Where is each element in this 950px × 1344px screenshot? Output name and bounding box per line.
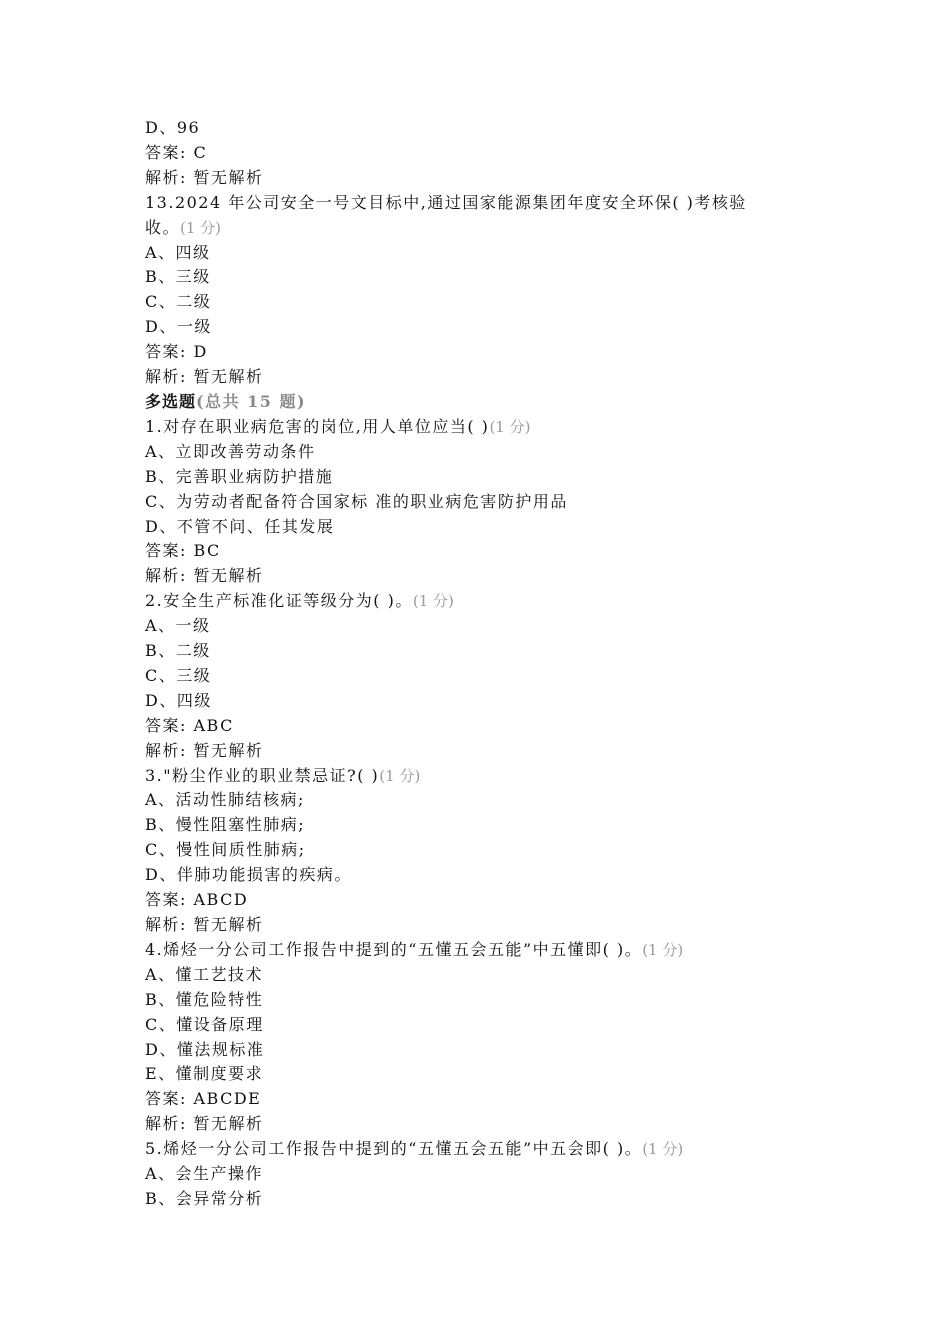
option-a: A、四级 bbox=[145, 242, 211, 262]
option-c: C、二级 bbox=[145, 292, 212, 312]
question-stem-cont: 收。(1 分) bbox=[145, 217, 222, 237]
option-a: A、懂工艺技术 bbox=[145, 964, 264, 984]
option-b: B、会异常分析 bbox=[145, 1188, 264, 1208]
section-count: (总共 15 题) bbox=[196, 391, 307, 411]
answer: 答案: ABCDE bbox=[145, 1089, 262, 1109]
question-stem: 13.2024 年公司安全一号文目标中,通过国家能源集团年度安全环保( )考核验 bbox=[145, 192, 747, 212]
option-d: D、懂法规标准 bbox=[145, 1039, 265, 1059]
analysis: 解析: 暂无解析 bbox=[145, 167, 264, 187]
option-b: B、二级 bbox=[145, 641, 211, 661]
option-e: E、懂制度要求 bbox=[145, 1064, 264, 1084]
analysis: 解析: 暂无解析 bbox=[145, 915, 264, 934]
option-d: D、一级 bbox=[145, 317, 212, 337]
question-points: (1 分) bbox=[489, 417, 531, 436]
option-a: A、一级 bbox=[145, 616, 211, 636]
question-stem: 3."粉尘作业的职业禁忌证?( )(1 分) bbox=[145, 765, 421, 785]
question-13 bbox=[145, 191, 845, 390]
option-c: C、为劳动者配备符合国家标 准的职业病危害防护用品 bbox=[145, 491, 568, 511]
question-points: (1 分) bbox=[412, 592, 454, 611]
question-stem: 4.烯烃一分公司工作报告中提到的“五懂五会五能”中五懂即( )。(1 分) bbox=[145, 939, 684, 959]
question-1 bbox=[145, 415, 845, 589]
section-heading bbox=[145, 390, 845, 415]
option-b: B、三级 bbox=[145, 267, 211, 287]
answer: 答案: ABC bbox=[145, 715, 234, 735]
option-b: B、懂危险特性 bbox=[145, 989, 264, 1009]
answer: 答案: ABCD bbox=[145, 890, 249, 910]
option-a: A、立即改善劳动条件 bbox=[145, 441, 316, 461]
option-a: A、活动性肺结核病; bbox=[145, 790, 305, 810]
option-c: C、慢性间质性肺病; bbox=[145, 840, 306, 860]
section-title: 多选题 bbox=[145, 391, 197, 411]
analysis: 解析: 暂无解析 bbox=[145, 740, 264, 760]
answer: 答案: C bbox=[145, 142, 208, 162]
question-points: (1 分) bbox=[642, 1140, 684, 1159]
answer: 答案: D bbox=[145, 342, 208, 362]
question-5 bbox=[145, 1137, 845, 1212]
option-d: D、不管不问、任其发展 bbox=[145, 516, 335, 536]
option-c: C、懂设备原理 bbox=[145, 1014, 264, 1034]
option-d: D、96 bbox=[145, 118, 201, 137]
option-d: D、四级 bbox=[145, 690, 212, 710]
question-points: (1 分) bbox=[642, 940, 684, 959]
question-points: (1 分) bbox=[379, 766, 421, 785]
option-b: B、完善职业病防护措施 bbox=[145, 466, 334, 486]
question-points: (1 分) bbox=[180, 218, 222, 237]
question-2 bbox=[145, 589, 845, 763]
analysis: 解析: 暂无解析 bbox=[145, 1114, 264, 1134]
answer: 答案: BC bbox=[145, 541, 221, 561]
option-a: A、会生产操作 bbox=[145, 1164, 264, 1184]
question-12-tail bbox=[145, 116, 845, 191]
document-page bbox=[145, 116, 845, 1212]
analysis: 解析: 暂无解析 bbox=[145, 566, 264, 586]
question-stem: 1.对存在职业病危害的岗位,用人单位应当( )(1 分) bbox=[145, 416, 531, 436]
question-stem: 2.安全生产标准化证等级分为( )。(1 分) bbox=[145, 591, 454, 611]
question-stem: 5.烯烃一分公司工作报告中提到的“五懂五会五能”中五会即( )。(1 分) bbox=[145, 1139, 684, 1159]
option-b: B、慢性阻塞性肺病; bbox=[145, 815, 306, 835]
question-4 bbox=[145, 938, 845, 1137]
option-d: D、伴肺功能损害的疾病。 bbox=[145, 865, 352, 885]
question-3 bbox=[145, 764, 845, 938]
analysis: 解析: 暂无解析 bbox=[145, 367, 264, 387]
option-c: C、三级 bbox=[145, 665, 212, 685]
